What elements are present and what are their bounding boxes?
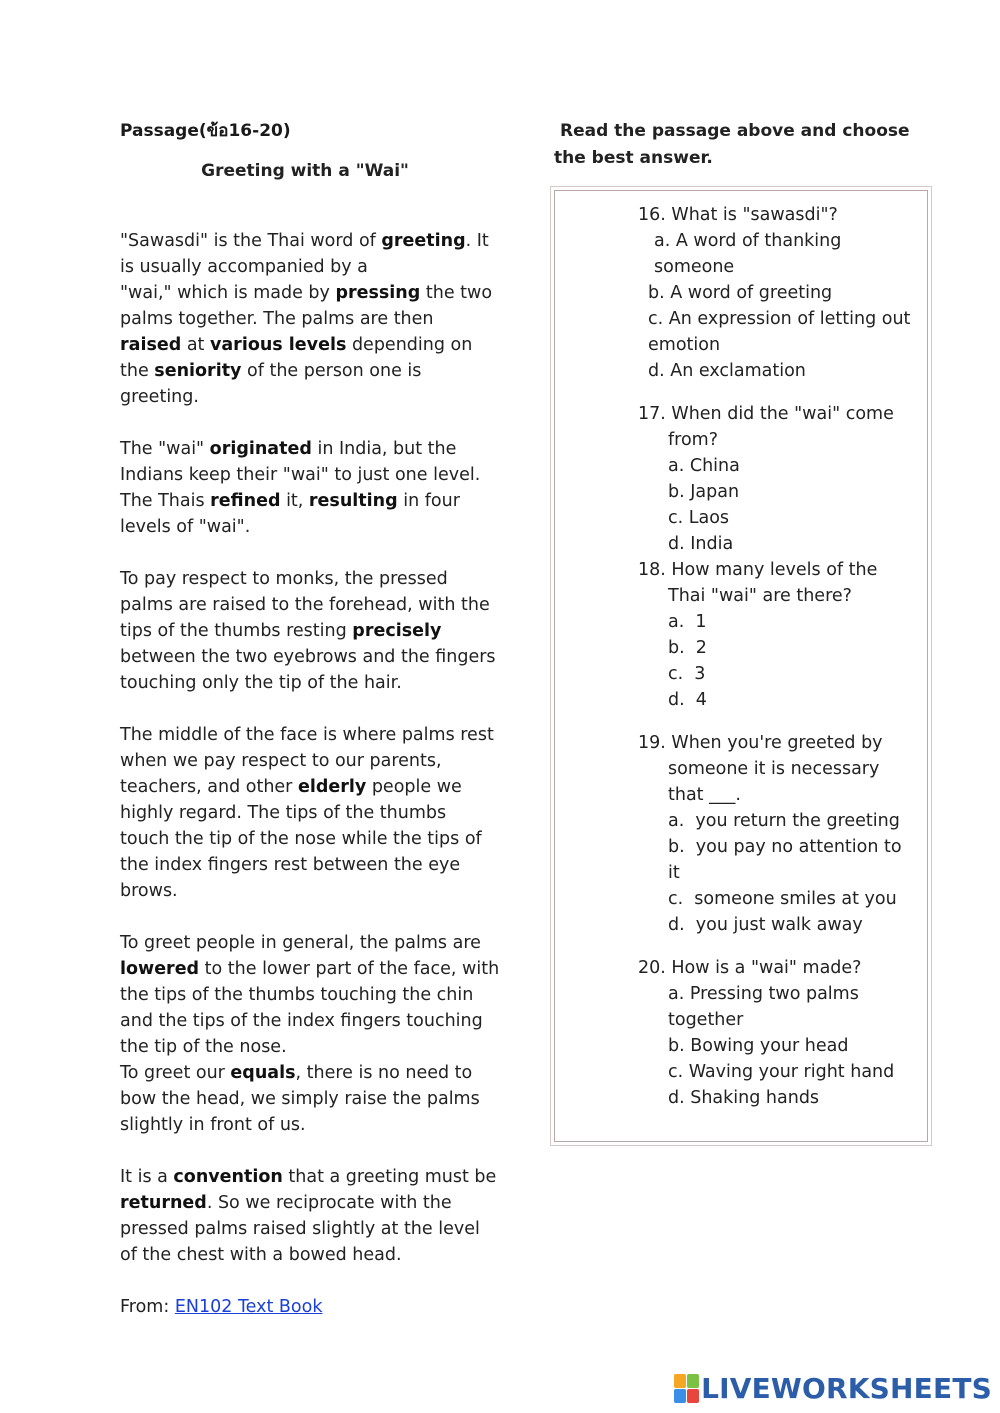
answer-option[interactable]: d. India [668, 534, 734, 554]
liveworksheets-logo-icon [674, 1374, 699, 1403]
key-word: raised [120, 335, 182, 355]
key-word: various levels [209, 335, 347, 355]
answer-option[interactable]: a. Pressing two palms together [668, 984, 859, 1030]
answer-option[interactable]: a. A word of thanking someone [654, 231, 842, 277]
question-stem: 17. When did the "wai" come from? [638, 404, 894, 450]
answer-option[interactable]: a. China [668, 456, 740, 476]
key-word: refined [210, 491, 281, 511]
answer-option[interactable]: b. A word of greeting [648, 283, 833, 303]
answer-option[interactable]: d. you just walk away [668, 915, 863, 935]
answer-option[interactable]: d. An exclamation [648, 361, 806, 381]
passage-heading: Passage(ข้อ16-20) [120, 121, 291, 141]
answer-option[interactable]: b. you pay no attention to it [668, 837, 908, 883]
paragraph-6: It is a convention that a greeting must be returned. So we reciprocate with the pressed palms raised slightly at the level of the chest with a bowed head. [120, 1167, 497, 1265]
key-word: lowered [120, 959, 200, 979]
answer-option[interactable]: c. Waving your right hand [668, 1062, 895, 1082]
instructions [554, 118, 934, 172]
source-link[interactable]: EN102 Text Book [174, 1297, 323, 1317]
paragraph-2: The "wai" originated in India, but the Indians keep their "wai" to just one level. The Thais refined it, resulting in four levels of "wai". [120, 439, 481, 537]
key-word: seniority [154, 361, 242, 381]
source-line [120, 1294, 500, 1320]
answer-option[interactable]: d. Shaking hands [668, 1088, 820, 1108]
source-prefix: From: [120, 1297, 175, 1317]
key-word: pressing [335, 283, 421, 303]
key-word: resulting [308, 491, 398, 511]
instructions-line-1: Read the passage above and choose [560, 121, 910, 141]
questions-list [638, 202, 918, 1111]
question-stem: 20. How is a "wai" made? [638, 958, 862, 978]
answer-option[interactable]: c. An expression of letting out emotion [648, 309, 911, 355]
answer-option[interactable]: c. 3 [668, 664, 706, 684]
instructions-line-2: the best answer. [554, 148, 713, 168]
key-word: elderly [297, 777, 367, 797]
paragraph-4: The middle of the face is where palms rest when we pay respect to our parents, teachers, and other elderly people we highly regard. The tips of the thumbs touch the tip of the nose while the tips of the index fingers rest between the eye brows. [120, 725, 494, 901]
key-word: precisely [352, 621, 442, 641]
answer-option[interactable]: c. someone smiles at you [668, 889, 897, 909]
question-stem: 18. How many levels of the Thai "wai" are there? [638, 560, 878, 606]
answer-option[interactable]: d. 4 [668, 690, 707, 710]
question-16 [638, 202, 918, 384]
key-word: greeting [381, 231, 466, 251]
key-word: convention [173, 1167, 283, 1187]
key-word: equals [230, 1063, 296, 1083]
question-17 [638, 401, 918, 557]
answer-option[interactable]: b. 2 [668, 638, 707, 658]
question-stem: 16. What is "sawasdi"? [638, 205, 838, 225]
answer-option[interactable]: c. Laos [668, 508, 730, 528]
key-word: originated [209, 439, 312, 459]
question-stem: 19. When you're greeted by someone it is necessary that ___. [638, 733, 883, 805]
answer-option[interactable]: b. Bowing your head [668, 1036, 849, 1056]
answer-option[interactable]: a. 1 [668, 612, 707, 632]
paragraph-3: To pay respect to monks, the pressed palms are raised to the forehead, with the tips of the thumbs resting precisely between the two eyebrows and the fingers touching only the tip of the hair. [120, 569, 496, 693]
question-18 [638, 557, 918, 713]
question-19 [638, 730, 918, 938]
logo-tile [687, 1389, 699, 1403]
passage-title: Greeting with a "Wai" [201, 161, 409, 181]
logo-tile [674, 1374, 686, 1388]
answer-option[interactable]: b. Japan [668, 482, 740, 502]
logo-tile [674, 1389, 686, 1403]
question-20 [638, 955, 918, 1111]
answer-option[interactable]: a. you return the greeting [668, 811, 900, 831]
passage-column [120, 118, 500, 1320]
liveworksheets-brand [674, 1372, 992, 1405]
brand-name: LIVEWORKSHEETS [701, 1372, 992, 1405]
paragraph-1: "Sawasdi" is the Thai word of greeting. It is usually accompanied by a "wai," which is made by pressing the two palms together. The palms are then raised at various levels depending on the seniority of the person one is greeting. [120, 231, 493, 407]
logo-tile [687, 1374, 699, 1388]
key-word: returned [120, 1193, 207, 1213]
paragraph-5: To greet people in general, the palms are lowered to the lower part of the face, with the tips of the thumbs touching the chin and the tips of the index fingers touching the tip of the nose. To greet our equals, there is no need to bow the head, we simply raise the palms slightly in front of us. [120, 933, 500, 1135]
